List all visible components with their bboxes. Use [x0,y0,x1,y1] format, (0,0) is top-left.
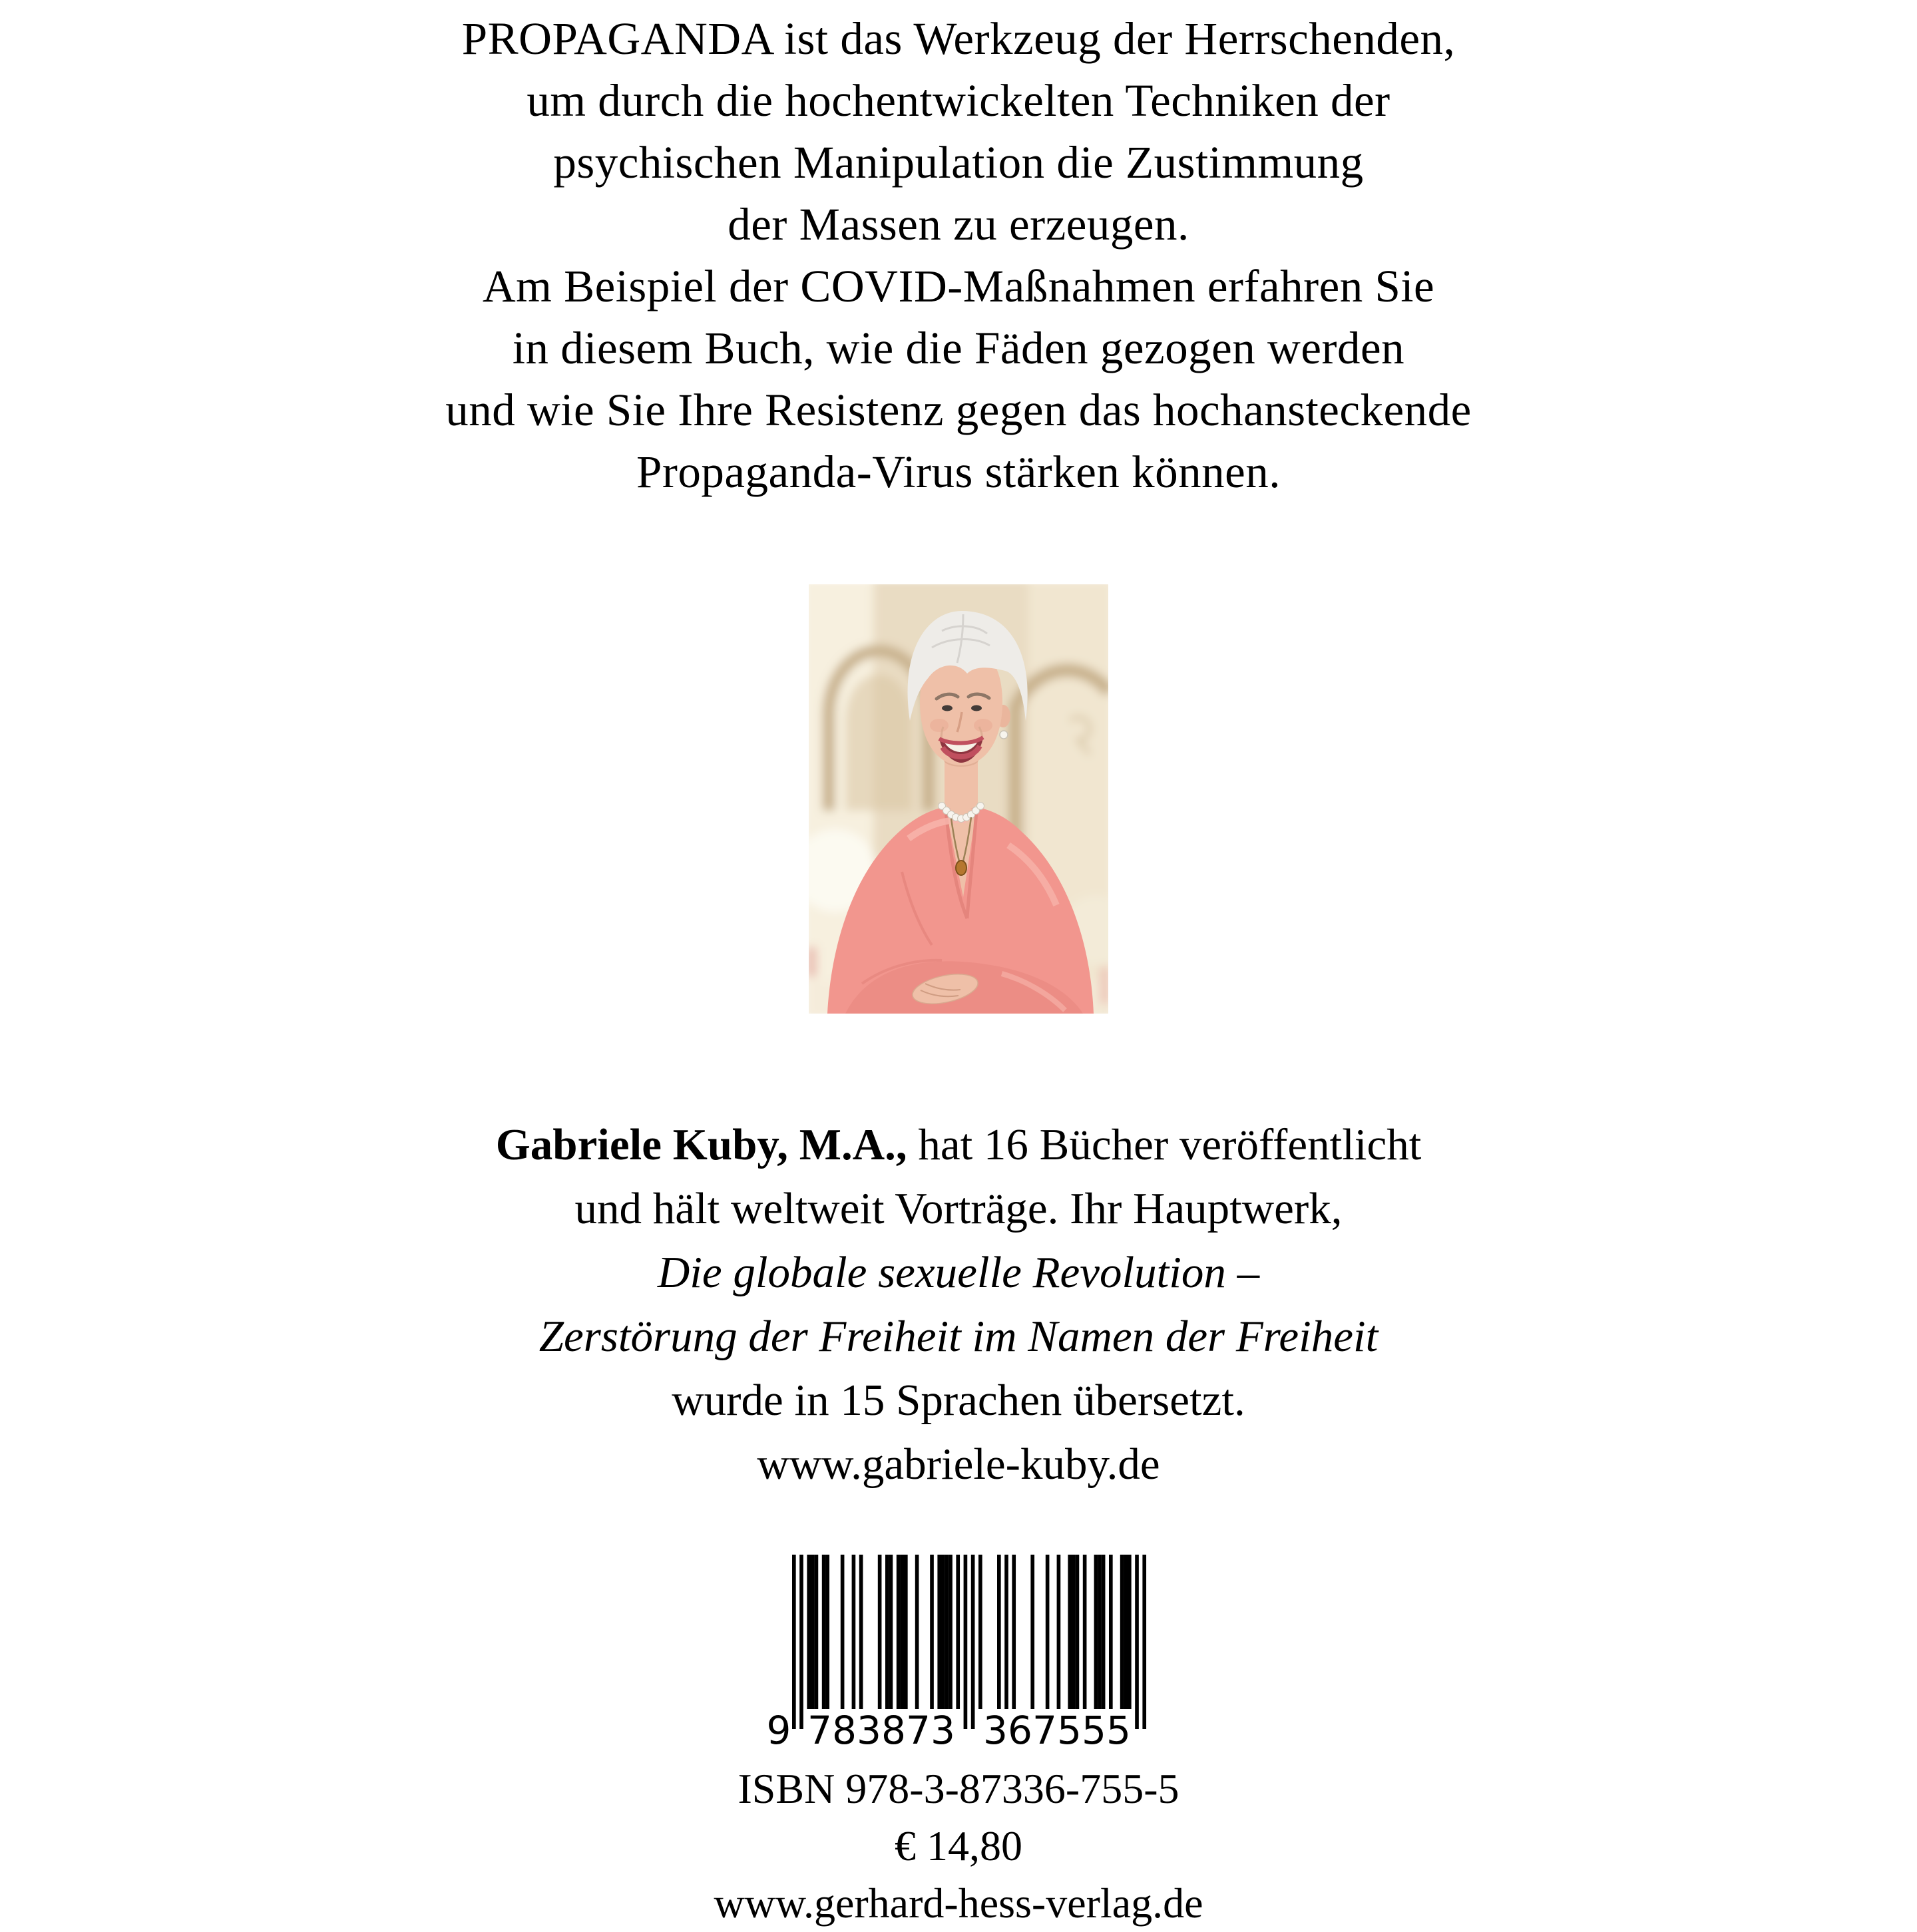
intro-line: in diesem Buch, wie die Fäden gezogen werden [512,323,1405,373]
intro-text [0,8,1917,503]
intro-line: Am Beispiel der COVID-Maßnahmen erfahren Sie [482,261,1435,311]
bio-line-rest: hat 16 Bücher veröffentlicht [907,1120,1422,1169]
book-title-part1: Die globale sexuelle Revolution – [657,1248,1260,1297]
intro-line: und wie Sie Ihre Resistenz gegen das hochansteckende [445,385,1472,435]
intro-line: um durch die hochentwickelten Techniken der [527,75,1390,126]
earring [1000,731,1008,739]
bio-line: und hält weltweit Vorträge. Ihr Hauptwerk, [574,1184,1343,1233]
svg-text:9: 9 [768,1708,791,1749]
svg-text:783873: 783873 [807,1708,955,1749]
eye-left [942,705,953,711]
author-photo-svg [809,584,1108,1014]
intro-line: PROPAGANDA ist das Werkzeug der Herrschenden, [461,13,1456,64]
footer-info [0,1760,1917,1932]
book-title-part2: Zerstörung der Freiheit im Namen der Freiheit [538,1312,1379,1361]
bio-line [0,1113,1917,1177]
eye-right [971,705,982,711]
ean-barcode [768,1555,1149,1752]
intro-line: psychischen Manipulation die Zustimmung [553,137,1364,188]
svg-text:367555: 367555 [983,1708,1131,1749]
ean-barcode-svg [768,1555,1149,1749]
intro-line: Propaganda-Virus stärken können. [636,447,1281,497]
author-website: www.gabriele-kuby.de [757,1440,1160,1489]
price-text: € 14,80 [895,1822,1022,1869]
publisher-website: www.gerhard-hess-verlag.de [714,1879,1203,1927]
author-photo [809,584,1108,1014]
pendant [956,861,966,875]
isbn-text: ISBN 978-3-87336-755-5 [738,1765,1179,1812]
intro-line: der Massen zu erzeugen. [728,199,1189,250]
author-bio [0,1113,1917,1496]
bio-line: wurde in 15 Sprachen übersetzt. [672,1376,1245,1425]
author-name: Gabriele Kuby, M.A., [495,1120,907,1169]
